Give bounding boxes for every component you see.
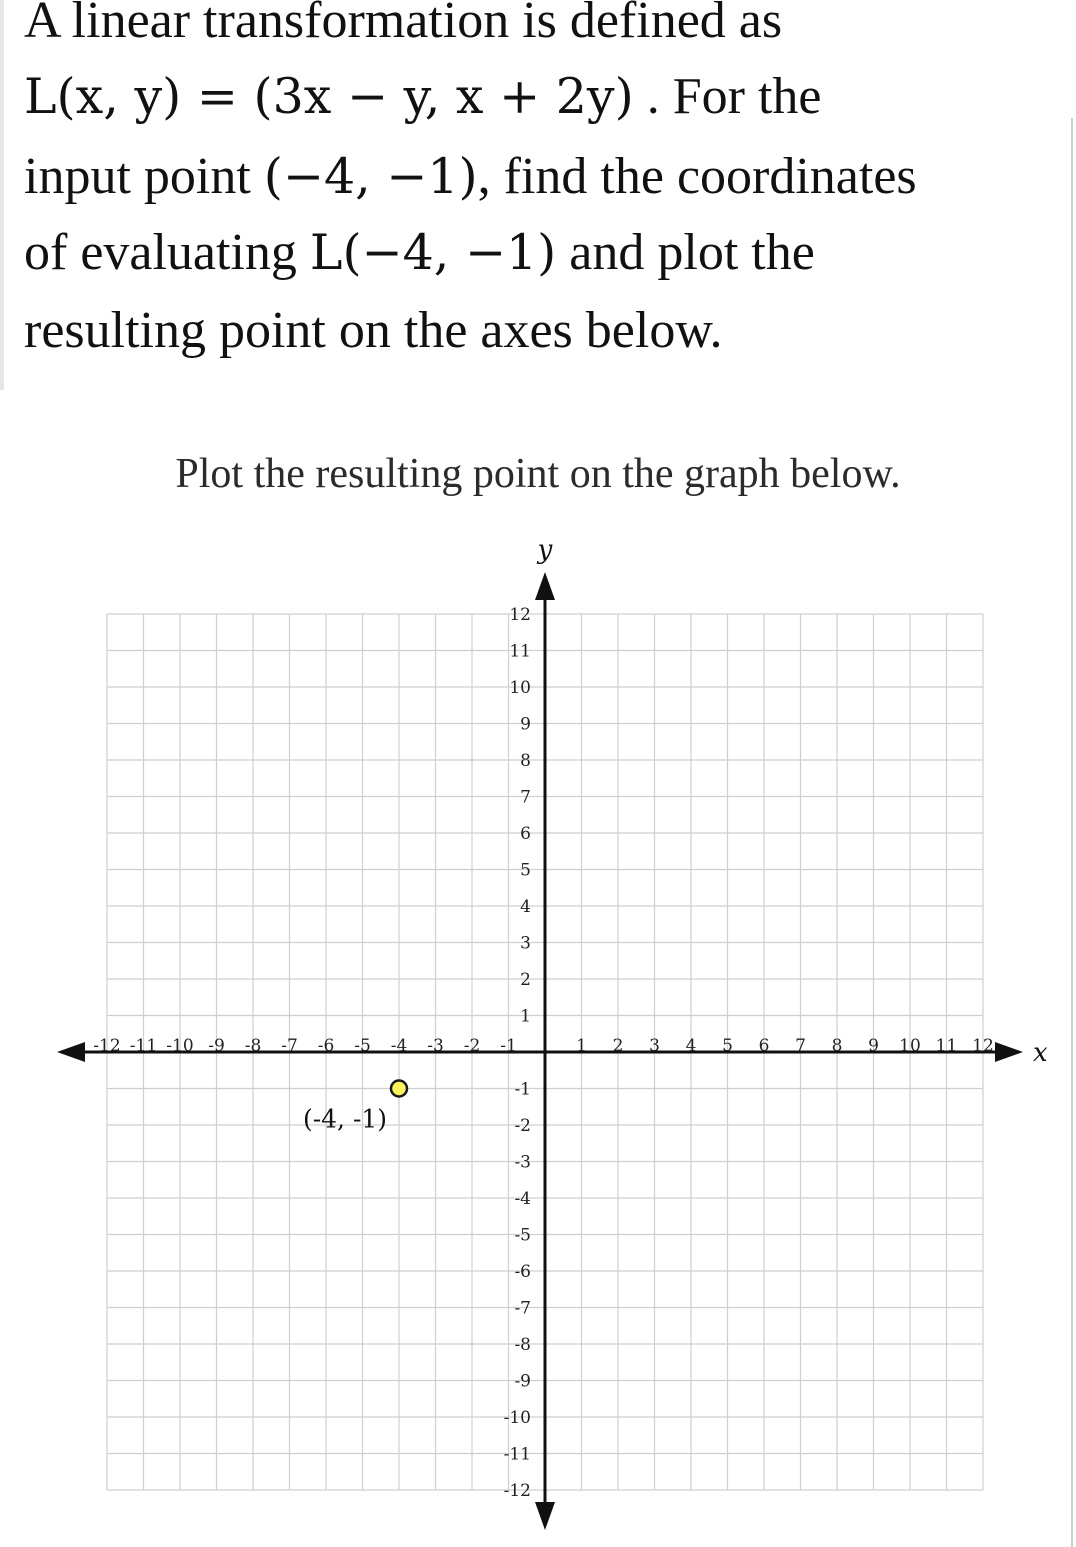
y-tick-label: -12: [503, 1481, 531, 1501]
y-tick-label: -11: [503, 1444, 531, 1465]
y-tick-label: 11: [509, 641, 531, 662]
x-axis-label: x: [1033, 1038, 1048, 1068]
y-tick-label: -1: [514, 1079, 531, 1100]
y-tick-label: 1: [520, 1006, 531, 1027]
x-tick-label: 3: [649, 1036, 660, 1056]
x-tick-label: 11: [935, 1036, 958, 1056]
coordinate-plane[interactable]: [0, 530, 1076, 1547]
y-tick-label: -10: [503, 1408, 531, 1428]
y-tick-label: 9: [520, 714, 531, 735]
evaluate-math: L(−4, −1): [309, 224, 557, 281]
question-text: input point: [24, 148, 264, 205]
x-tick-label: 9: [868, 1036, 879, 1056]
question-line-5: [24, 296, 1064, 370]
x-tick-label: -10: [166, 1036, 194, 1056]
x-tick-label: -1: [500, 1036, 517, 1056]
y-tick-label: 4: [520, 897, 531, 917]
x-tick-label: -12: [93, 1036, 121, 1056]
y-tick-label: 7: [520, 787, 531, 808]
x-tick-label: -11: [129, 1036, 158, 1056]
input-point-math: (−4, −1): [263, 148, 478, 205]
y-tick-label: -4: [514, 1189, 531, 1209]
y-tick-label: 5: [520, 860, 531, 881]
question-text: A linear transformation is defined as: [24, 0, 783, 49]
question-text: of evaluating: [24, 224, 310, 281]
x-tick-label: 2: [612, 1036, 624, 1056]
y-tick-label: 2: [520, 970, 531, 990]
x-tick-label: -4: [390, 1036, 408, 1056]
y-tick-label: -9: [514, 1371, 531, 1392]
y-tick-label: 12: [509, 605, 531, 625]
x-tick-label: -8: [244, 1036, 262, 1056]
question-line-3: [24, 142, 1064, 216]
y-axis-arrow-down: [535, 1502, 555, 1530]
x-tick-label: -6: [317, 1036, 335, 1056]
y-axis-label: y: [537, 535, 553, 565]
x-tick-label: -5: [354, 1036, 371, 1056]
question-line-4: [24, 218, 1064, 292]
x-tick-label: 8: [831, 1036, 843, 1056]
question-text: . For the: [633, 68, 822, 125]
y-tick-label: -5: [514, 1225, 531, 1246]
x-axis-arrow-right: [995, 1042, 1023, 1062]
y-tick-label: 10: [509, 678, 531, 698]
question-text: resulting point on the axes below.: [24, 302, 723, 359]
x-axis-arrow-left: [57, 1042, 85, 1062]
x-tick-label: 10: [899, 1036, 921, 1056]
plot-prompt: Plot the resulting point on the graph below.: [175, 451, 901, 497]
question-text: , find the coordinates: [477, 148, 917, 205]
question-text: and plot the: [556, 224, 815, 281]
data-point-label: (-4, -1): [302, 1104, 388, 1134]
x-tick-label: 5: [722, 1036, 733, 1056]
y-tick-label: 6: [520, 824, 531, 844]
y-tick-label: -7: [514, 1298, 531, 1319]
x-tick-label: 4: [685, 1036, 697, 1056]
x-tick-label: 6: [758, 1036, 770, 1056]
data-point[interactable]: [391, 1081, 407, 1097]
y-tick-label: -2: [514, 1116, 531, 1136]
y-tick-label: -6: [514, 1262, 531, 1282]
transformation-formula: L(x, y) = (3x − y, x + 2y): [24, 68, 634, 125]
x-tick-label: -2: [463, 1036, 481, 1056]
y-tick-label: -3: [514, 1152, 531, 1173]
question-line-2: [24, 62, 1064, 136]
question-line-1: [24, 0, 1064, 60]
x-tick-label: 7: [795, 1036, 806, 1056]
y-tick-label: 8: [520, 751, 531, 771]
y-tick-label: -8: [514, 1335, 531, 1355]
y-tick-label: 3: [520, 933, 531, 954]
x-tick-label: -3: [427, 1036, 444, 1056]
x-tick-label: 12: [972, 1036, 994, 1056]
x-tick-label: -7: [281, 1036, 298, 1056]
x-tick-label: -9: [208, 1036, 225, 1056]
x-tick-label: 1: [576, 1036, 587, 1056]
y-axis-arrow-up: [535, 572, 555, 600]
left-border: [0, 0, 4, 390]
